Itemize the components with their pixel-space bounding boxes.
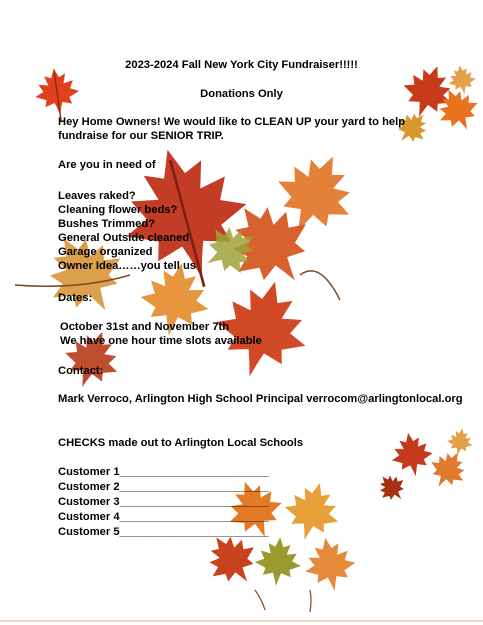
maple-leaf-icon — [372, 468, 412, 508]
contact-label: Contact: — [58, 365, 104, 377]
intro-line-2: fundraise for our SENIOR TRIP. — [58, 130, 224, 142]
flyer-title: 2023-2024 Fall New York City Fundraiser!!!!! — [125, 59, 358, 71]
customer-line: Customer 5________________________ — [58, 526, 269, 538]
maple-leaf-icon — [278, 476, 347, 547]
flyer-subtitle: Donations Only — [200, 88, 283, 100]
service-item: Owner Idea……you tell us — [58, 260, 197, 272]
customer-line: Customer 3________________________ — [58, 496, 269, 508]
customer-line: Customer 2________________________ — [58, 481, 269, 493]
maple-leaf-icon — [422, 443, 473, 495]
service-item: General Outside cleaned — [58, 232, 190, 244]
maple-leaf-icon — [300, 534, 359, 596]
contact-line: Mark Verroco, Arlington High School Principal verrocom@arlingtonlocal.org — [58, 393, 463, 405]
maple-leaf-icon — [253, 535, 303, 588]
checks-line: CHECKS made out to Arlington Local Schools — [58, 437, 304, 449]
service-item: Cleaning flower beds? — [58, 204, 178, 216]
maple-leaf-icon — [388, 429, 436, 480]
customer-line: Customer 1________________________ — [58, 466, 269, 478]
maple-leaf-icon — [445, 426, 475, 457]
service-item: Bushes Trimmed? — [58, 218, 155, 230]
question-text: Are you in need of — [58, 159, 156, 171]
dates-line-2: We have one hour time slots available — [60, 335, 262, 347]
customer-line: Customer 4________________________ — [58, 511, 269, 523]
page-bottom-divider — [0, 620, 483, 622]
dates-label: Dates: — [58, 292, 93, 304]
service-item: Leaves raked? — [58, 190, 136, 202]
service-item: Garage organized — [58, 246, 153, 258]
dates-line-1: October 31st and November 7th — [60, 321, 230, 333]
intro-line-1: Hey Home Owners! We would like to CLEAN UP your yard to help — [58, 116, 406, 128]
